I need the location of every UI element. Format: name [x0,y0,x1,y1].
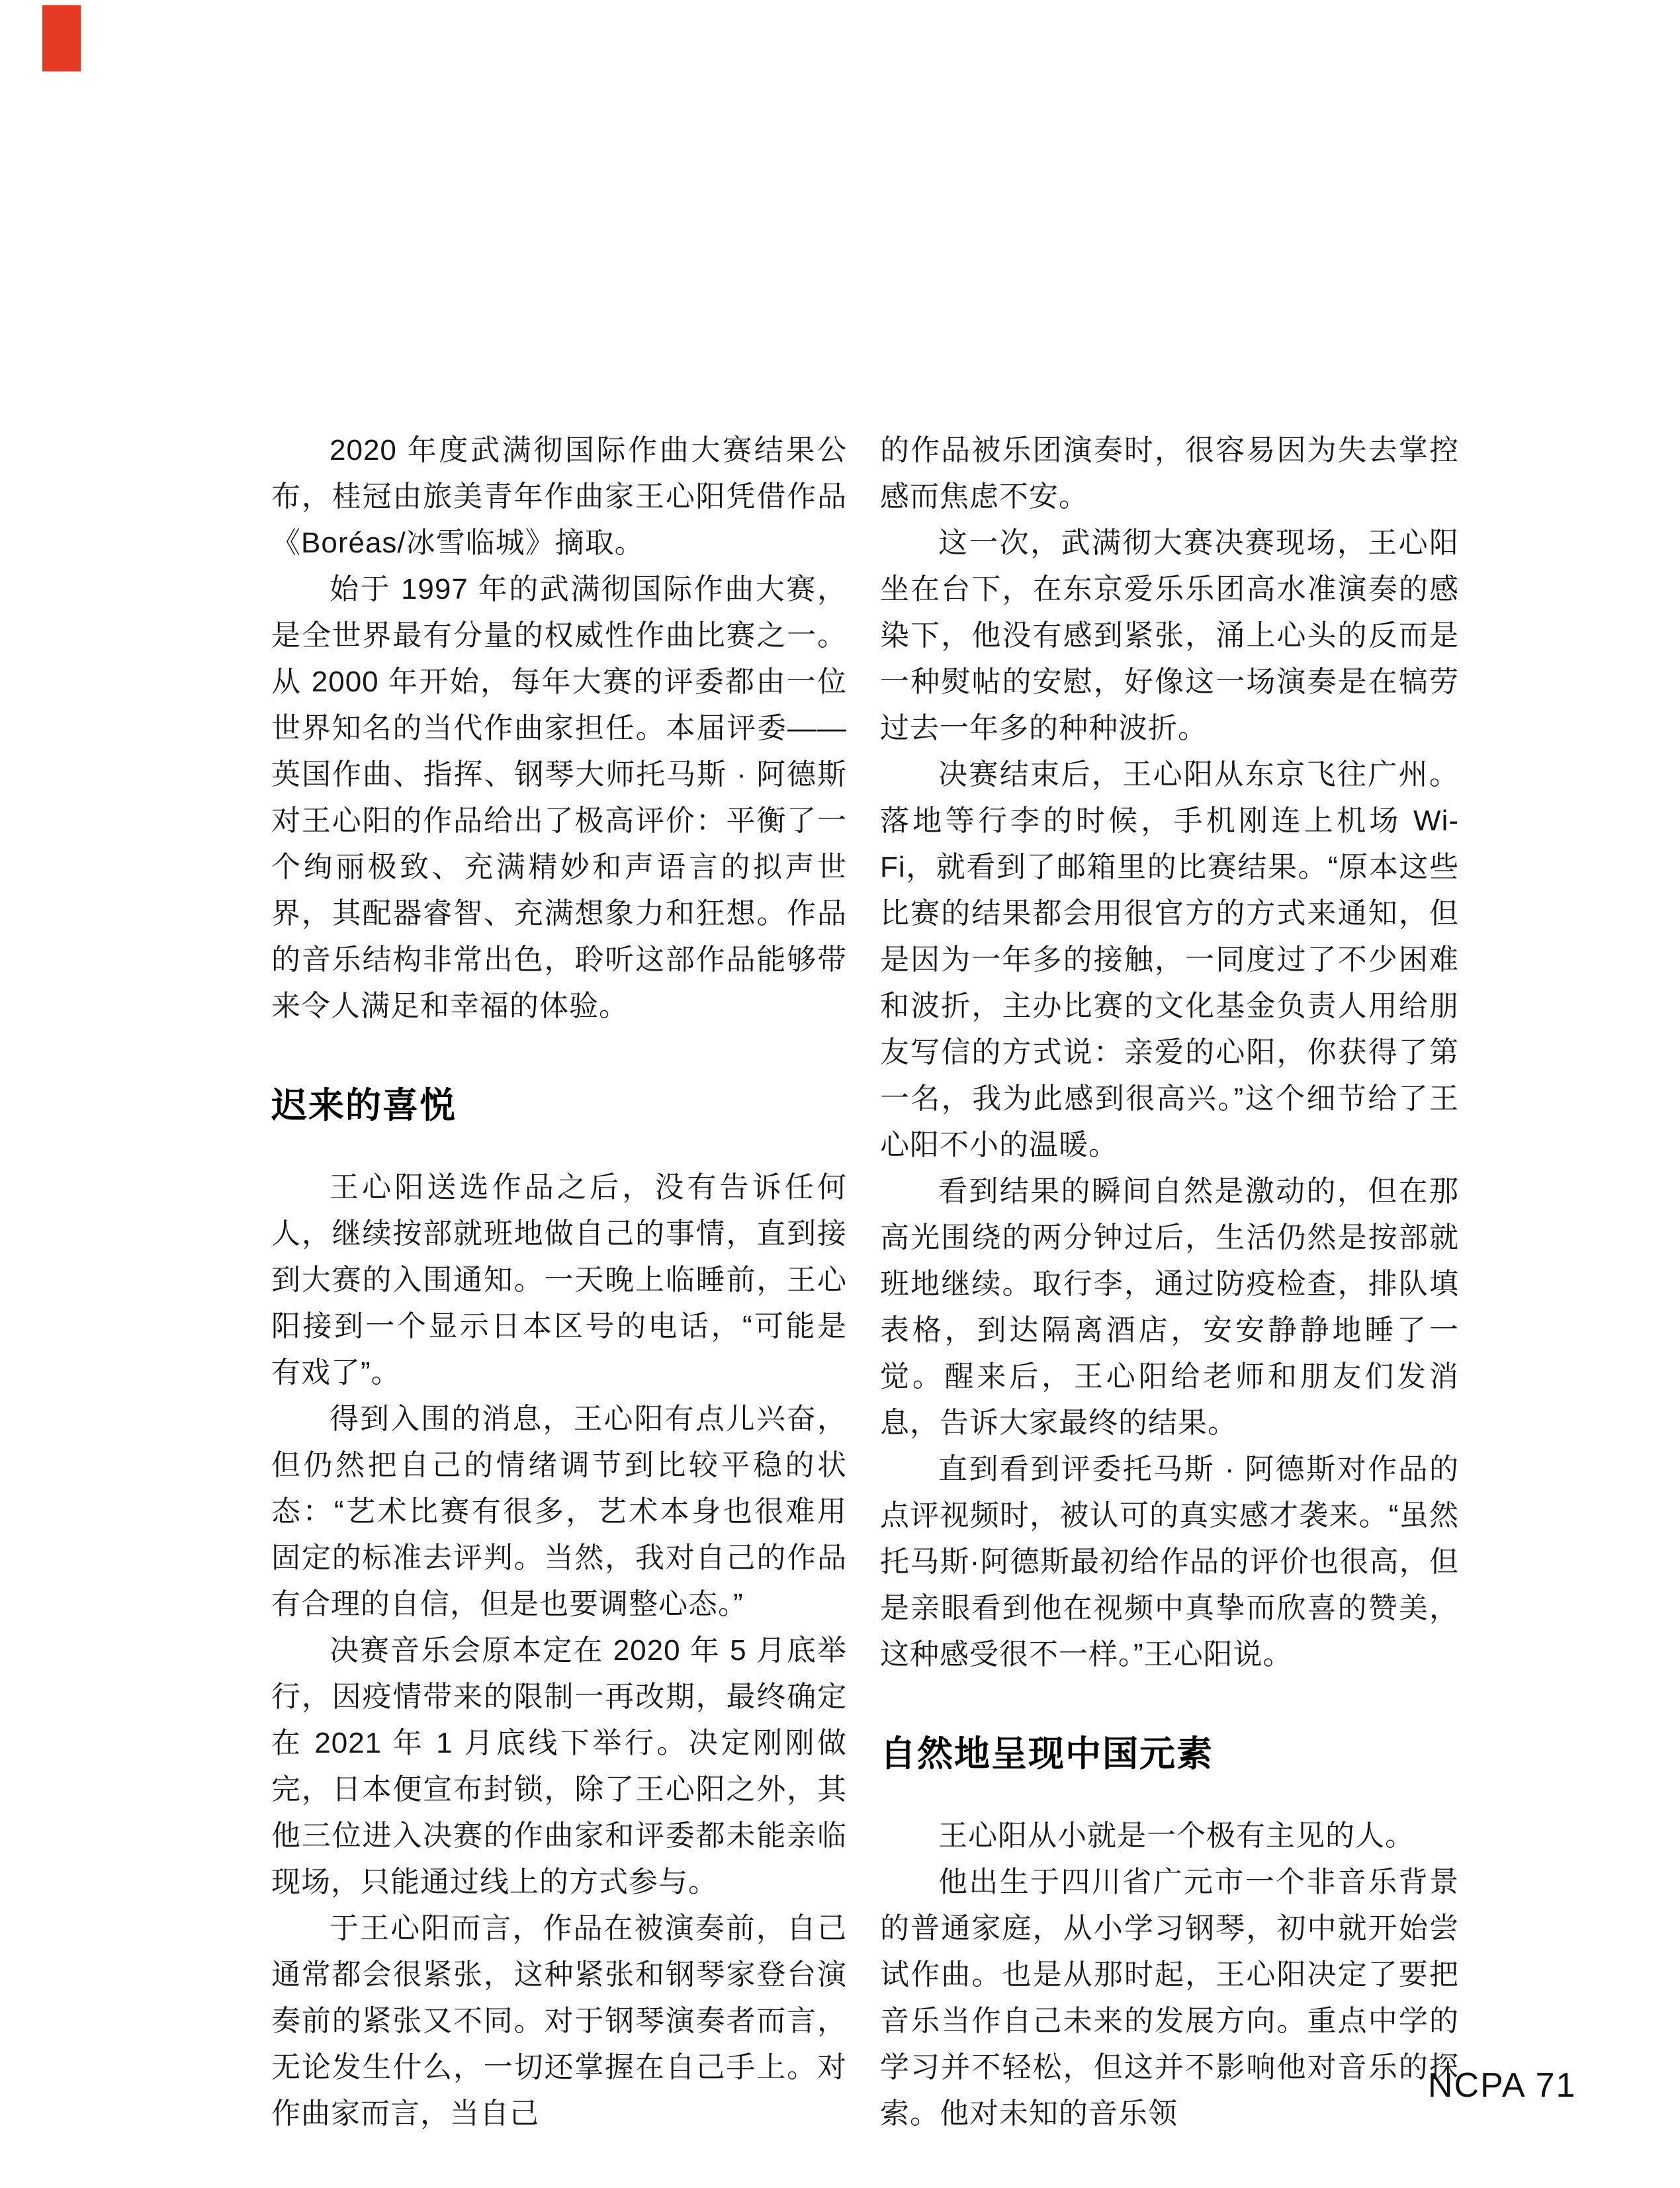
paragraph-submission: 王心阳送选作品之后，没有告诉任何人，继续按部就班地做自己的事情，直到接到大赛的入围通知。一天晚上临睡前，王心阳接到一个显示日本区号的电话，“可能是有戏了”。 [271,1171,847,1389]
paragraph-intro: 2020 年度武满彻国际作曲大赛结果公布，桂冠由旅美青年作曲家王心阳凭借作品《Boréas/冰雪临城》摘取。 [271,434,847,559]
paragraph-result-email: 决赛结束后，王心阳从东京飞往广州。落地等行李的时候，手机刚连上机场 Wi-Fi，就看到了邮箱里的比赛结果。“原本这些比赛的结果都会用很官方的方式来通知，但是因为一年多的接触，一同度过了不少困难和波折，主办比赛的文化基金负责人用给朋友写信的方式说：亲爱的心阳，你获得了第一名，我为此感到很高兴。”这个细节给了王心阳不小的温暖。 [880,758,1459,1161]
paragraph-final-scene: 这一次，武满彻大赛决赛现场，王心阳坐在台下，在东京爱乐乐团高水准演奏的感染下，他没有感到紧张，涌上心头的反而是一种熨帖的安慰，好像这一场演奏是在犒劳过去一年多的种种波折。 [880,527,1459,744]
paragraph-competition-history: 始于 1997 年的武满彻国际作曲大赛，是全世界最有分量的权威性作曲比赛之一。从 2000 年开始，每年大赛的评委都由一位世界知名的当代作曲家担任。本届评委——英国作曲、指挥、钢琴大师托马斯 · 阿德斯对王心阳的作品给出了极高评价：平衡了一个绚丽极致、充满精妙和声语言的拟声世界，其配器睿智、充满想象力和狂想。作品的音乐结构非常出色，聆听这部作品能够带来令人满足和幸福的体验。 [271,573,847,1022]
right-column [880,427,1459,2137]
paragraph-after-result: 看到结果的瞬间自然是激动的，但在那高光围绕的两分钟过后，生活仍然是按部就班地继续。取行李，通过防疫检查，排队填表格，到达隔离酒店，安安静静地睡了一觉。醒来后，王心阳给老师和朋友们发消息，告诉大家最终的结果。 [880,1175,1459,1439]
page-edge-red-mark [42,5,81,71]
paragraph-final-concert-delay: 决赛音乐会原本定在 2020 年 5 月底举行，因疫情带来的限制一再改期，最终确定在 2021 年 1 月底线下举行。决定刚刚做完，日本便宣布封锁，除了王心阳之外，其他三位进入决赛的作曲家和评委都未能亲临现场，只能通过线上的方式参与。 [271,1634,847,1898]
section-heading-chinese-elements: 自然地呈现中国元素 [880,1734,1214,1774]
paragraph-video-comment: 直到看到评委托马斯 · 阿德斯对作品的点评视频时，被认可的真实感才袭来。“虽然托马斯·阿德斯最初给作品的评价也很高，但是亲眼看到他在视频中真挚而欣喜的赞美，这种感受很不一样。”王心阳说。 [880,1453,1459,1671]
paragraph-independent-mind: 王心阳从小就是一个极有主见的人。 [938,1819,1415,1852]
paragraph-shortlist-news: 得到入围的消息，王心阳有点儿兴奋，但仍然把自己的情绪调节到比较平稳的状态：“艺术比赛有很多，艺术本身也很难用固定的标准去评判。当然，我对自己的作品有合理的自信，但是也要调整心态。” [271,1403,847,1620]
paragraph-pre-performance-nerves: 于王心阳而言，作品在被演奏前，自己通常都会很紧张，这种紧张和钢琴家登台演奏前的紧张又不同。对于钢琴演奏者而言，无论发生什么，一切还掌握在自己手上。对作曲家而言，当自己 [271,1912,847,2130]
page-footer [1428,2067,1576,2104]
paragraph-childhood: 他出生于四川省广元市一个非音乐背景的普通家庭，从小学习钢琴，初中就开始尝试作曲。也是从那时起，王心阳决定了要把音乐当作自己未来的发展方向。重点中学的学习并不轻松，但这并不影响他对音乐的探索。他对未知的音乐领 [880,1866,1459,2130]
section-heading-delayed-joy: 迟来的喜悦 [271,1086,457,1125]
left-column [271,427,847,2137]
journal-name: NCPA [1428,2066,1526,2105]
paragraph-continuation: 的作品被乐团演奏时，很容易因为失去掌控感而焦虑不安。 [880,434,1459,513]
page-number: 71 [1535,2066,1577,2105]
